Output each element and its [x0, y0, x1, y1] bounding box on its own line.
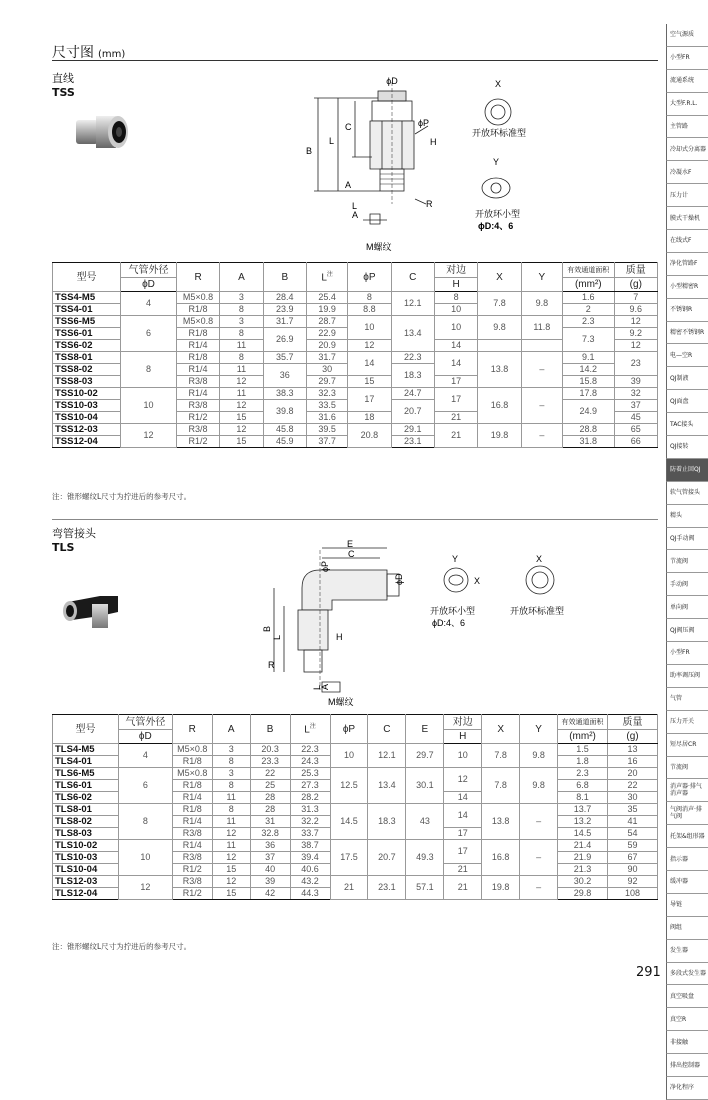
svg-text:L: L [312, 684, 322, 690]
table-row: TLS10-03 R3/8 12 37 39.4 21.9 67 [53, 852, 658, 864]
sidebar-item-label: QJ制液 [670, 374, 689, 382]
sidebar-item-label: 托架&组形器 [670, 832, 705, 840]
sidebar-item-label: 空气源质 [670, 31, 695, 39]
table-row: TLS6-02 R1/4 11 28 28.2 14 8.1 30 [53, 792, 658, 804]
sidebar-item[interactable] [666, 47, 708, 70]
sidebar-item-label: 节流阀 [670, 557, 689, 565]
page-number: 291 [636, 965, 661, 980]
tls-dimension-drawing [262, 540, 592, 715]
title-rule [52, 60, 658, 61]
svg-text:C: C [348, 549, 355, 559]
tls-product-photo [60, 582, 126, 636]
svg-text:B: B [306, 146, 313, 156]
sidebar-item-label: 压力计 [670, 191, 689, 199]
table-row: TSS8-01 8 R1/8 8 35.7 31.7 14 22.3 14 13.8 – 9.1 23 [53, 352, 658, 364]
table-row: TLS12-03 12 R3/8 12 39 43.2 21 23.1 57.1 21 19.8 – 30.2 92 [53, 876, 658, 888]
sidebar-item-label: 多段式发生器 [670, 969, 707, 977]
svg-text:E: E [347, 540, 354, 549]
sidebar-item[interactable] [666, 367, 708, 390]
sidebar-item-label: 消声器·排气消声器 [670, 783, 702, 798]
sidebar-item-label: 膜式干燥机 [670, 214, 701, 222]
svg-text:M螺纹: M螺纹 [366, 242, 392, 252]
sidebar-item[interactable] [666, 1031, 708, 1054]
table-row: TLS8-03 R3/8 12 32.8 33.7 17 14.5 54 [53, 828, 658, 840]
sidebar-item[interactable] [666, 734, 708, 757]
sidebar-item[interactable] [666, 413, 708, 436]
sidebar-item[interactable] [666, 1054, 708, 1077]
tls-note: 注：锥形螺纹L尺寸为拧进后的参考尺寸。 [52, 942, 192, 951]
sidebar-item[interactable] [666, 802, 708, 825]
sidebar-item-label: QJ接转 [670, 443, 689, 451]
sidebar-item-label: QJ手动阀 [670, 535, 695, 543]
svg-text:ϕD: ϕD [394, 573, 404, 585]
table-row: TLS8-01 8 R1/8 8 28 31.3 14.5 18.3 43 14 13.8 – 13.7 35 [53, 804, 658, 816]
table-row: TLS12-04 R1/2 15 42 44.3 29.8 108 [53, 888, 658, 900]
sidebar-item[interactable] [666, 573, 708, 596]
svg-text:X: X [494, 79, 502, 89]
sidebar-item[interactable] [666, 665, 708, 688]
sidebar-item[interactable] [666, 436, 708, 459]
svg-text:ϕD: ϕD [386, 76, 398, 86]
sidebar-item[interactable] [666, 757, 708, 780]
sidebar-item-label: 冷凝水F [670, 168, 692, 176]
sidebar-item-label: 小型FR [670, 54, 690, 62]
sidebar-item-label: 在线式F [670, 237, 692, 245]
sidebar-item-label: QJ阀压阀 [670, 626, 695, 634]
svg-text:A: A [345, 180, 352, 190]
table-row: TLS10-02 10 R1/4 11 36 38.7 17.5 20.7 49.3 17 16.8 – 21.4 59 [53, 840, 658, 852]
sidebar-item[interactable] [666, 70, 708, 93]
sidebar-item-label: 助率调压阀 [670, 672, 701, 680]
sidebar-item[interactable] [666, 161, 708, 184]
svg-text:ϕP: ϕP [418, 118, 430, 128]
sidebar-item-label: 气管 [670, 695, 683, 703]
svg-text:ϕD:4、6: ϕD:4、6 [478, 221, 514, 231]
sidebar-item[interactable] [666, 116, 708, 139]
sidebar-item[interactable] [666, 322, 708, 345]
table-row: TLS6-M5 6 M5×0.8 3 22 25.3 12.5 13.4 30.1 12 7.8 9.8 2.3 20 [53, 768, 658, 780]
sidebar-item-label: 真空R [670, 1015, 687, 1023]
sidebar-item[interactable] [666, 825, 708, 848]
sidebar-item[interactable] [666, 138, 708, 161]
sidebar-item[interactable] [666, 230, 708, 253]
table-row: TSS12-03 12 R3/8 12 45.8 39.5 20.8 29.1 21 19.8 – 28.8 65 [53, 424, 658, 436]
svg-text:开放环小型: 开放环小型 [430, 606, 476, 616]
sidebar-item-label: 非接触 [670, 1038, 689, 1046]
table-row: TLS8-02 R1/4 11 31 32.2 13.2 41 [53, 816, 658, 828]
sidebar-item-label: 阀组 [670, 924, 683, 932]
table-row: TSS6-M5 6 M5×0.8 3 31.7 28.7 10 13.4 10 9.8 11.8 2.3 12 [53, 316, 658, 328]
sidebar-item-label: 手动阀 [670, 580, 689, 588]
sidebar-item-label: 短尽居CR [670, 741, 697, 749]
sidebar-item[interactable] [666, 894, 708, 917]
svg-text:Y: Y [492, 157, 500, 167]
table-row: TSS10-02 10 R1/4 11 38.3 32.3 17 24.7 17 16.8 – 17.8 32 [53, 388, 658, 400]
sidebar-item-label: 流通系统 [670, 77, 695, 85]
svg-text:R: R [268, 660, 275, 670]
tss-section-title: 直线 TSS [52, 72, 75, 99]
sidebar-item[interactable] [666, 848, 708, 871]
sidebar-item[interactable] [666, 253, 708, 276]
sidebar-item-label: 发生器 [670, 947, 689, 955]
sidebar-item-label: 净化管路F [670, 260, 698, 268]
svg-text:L: L [272, 634, 282, 640]
section-divider [52, 519, 658, 520]
sidebar-item-label: 气阀消声·排气阀 [670, 806, 702, 821]
sidebar-item[interactable] [666, 1008, 708, 1031]
sidebar-item[interactable] [666, 550, 708, 573]
tls-header-row: 型号 气管外径 R A B $L^注$ ϕP C E 对边 X Y 有效通道面积 质量 [53, 715, 658, 730]
tss-note: 注：锥形螺纹L尺寸为拧进后的参考尺寸。 [52, 492, 192, 501]
table-row: TLS4-01 R1/8 8 23.3 24.3 1.8 16 [53, 756, 658, 768]
sidebar-item[interactable] [666, 940, 708, 963]
tls-section-title: 弯管接头 TLS [52, 527, 96, 554]
svg-text:X: X [536, 554, 543, 564]
sidebar-item-label: 软气管接头 [670, 489, 701, 497]
sidebar-item-label: 缓冲器 [670, 878, 689, 886]
tss-dimension-drawing [300, 74, 545, 259]
sidebar-item[interactable] [666, 390, 708, 413]
sidebar-item[interactable] [666, 93, 708, 116]
category-sidebar [666, 24, 708, 1100]
sidebar-item-label: 精密不锈钢R [670, 329, 705, 337]
sidebar-item[interactable] [666, 299, 708, 322]
sidebar-item-label: 净化程序 [670, 1084, 695, 1092]
sidebar-item-label: 单向阀 [670, 603, 689, 611]
sidebar-item-label: 电—空R [670, 351, 693, 359]
sidebar-item[interactable] [666, 344, 708, 367]
svg-text:ϕP: ϕP [320, 560, 330, 572]
sidebar-item-label: 导链 [670, 901, 683, 909]
table-row: TSS6-02 R1/4 11 20.9 12 14 12 [53, 340, 658, 352]
tls-spec-table: 型号 气管外径 R A B $L^注$ ϕP C E 对边 X Y 有效通道面积 质量 ϕD H (mm²) (g) TLS4-M5 4 M5×0.8 3 20.3 22.3 10 12.1 29.7 10 7.8 9.8 1.5 13 TLS4-01 R1/8 8 23.3 24.3 1.8 16 TLS6-M5 6 M5×0.8 3 22 25.3 12.5 13.4 30.1 12 7.8 9.8 2.3 20 TLS6-01 R1/8 8 25 27.3 6.8 22 TLS6-02 R1/4 11 28 28.2 14 8.1 30 TLS8-01 8 R1/8 8 28 31.3 14.5 18.3 43 14 13.8 – 13.7 35 TLS8-02 R1/4 11 31 32.2 13.2 41 TLS8-03 R3/8 12 32.8 33.7 17 14.5 54 TLS10-02 10 R1/4 11 36 38.7 17.5 20.7 49.3 17 16.8 – 21.4 59 TLS10-03 R3/8 12 37 39.4 21.9 67 TLS10-04 R1/2 15 40 40.6 21 21.3 90 TLS12-03 12 R3/8 12 39 43.2 21 23.1 57.1 21 19.8 – 30.2 92 TLS12-04 R1/2 15 42 44.3 29.8 108 [52, 714, 658, 900]
sidebar-item-label: 不锈钢R [670, 306, 693, 314]
sidebar-item[interactable] [666, 459, 708, 482]
sidebar-item[interactable] [666, 207, 708, 230]
sidebar-item-label: TAC接头 [670, 420, 694, 428]
svg-text:X: X [474, 576, 481, 586]
sidebar-item-label: 冷却式分离器 [670, 145, 707, 153]
svg-text:L: L [352, 201, 358, 211]
sidebar-item-label: 节流阀 [670, 763, 689, 771]
svg-text:L: L [329, 136, 335, 146]
sidebar-item-label: 小型精密R [670, 283, 699, 291]
svg-text:Y: Y [452, 554, 459, 564]
sidebar-item[interactable] [666, 871, 708, 894]
svg-text:H: H [430, 137, 437, 147]
sidebar-item-label: 压力开关 [670, 718, 695, 726]
sidebar-item-label: 排出控制器 [670, 1061, 701, 1069]
sidebar-item[interactable] [666, 619, 708, 642]
sidebar-item[interactable] [666, 505, 708, 528]
sidebar-item-label: 指示器 [670, 855, 689, 863]
table-row: TLS4-M5 4 M5×0.8 3 20.3 22.3 10 12.1 29.7 10 7.8 9.8 1.5 13 [53, 744, 658, 756]
sidebar-item-label: 小型FR [670, 649, 690, 657]
svg-text:B: B [262, 625, 272, 632]
table-row: TSS8-03 R3/8 12 29.7 15 17 15.8 39 [53, 376, 658, 388]
sidebar-item-label: 真空吸盘 [670, 992, 695, 1000]
table-row: TLS10-04 R1/2 15 40 40.6 21 21.3 90 [53, 864, 658, 876]
table-row: TSS12-04 R1/2 15 45.9 37.7 23.1 31.8 66 [53, 436, 658, 448]
table-row: TSS8-02 R1/4 11 36 30 18.3 14.2 [53, 364, 658, 376]
tss-product-photo [72, 110, 134, 160]
table-row: TSS10-04 R1/2 15 31.6 18 21 45 [53, 412, 658, 424]
table-row: TSS6-01 R1/8 8 26.9 22.9 7.3 9.2 [53, 328, 658, 340]
sidebar-item[interactable] [666, 917, 708, 940]
sidebar-item[interactable] [666, 276, 708, 299]
table-row: TSS4-01 R1/8 8 23.9 19.9 8.8 10 2 9.6 [53, 304, 658, 316]
page-title: 尺寸图 (mm) [52, 45, 126, 61]
tss-spec-table: 型号 气管外径 R A B $L^注$ ϕP C 对边 X Y 有效通道面积 质量 ϕD H (mm²) (g) TSS4-M5 4 M5×0.8 3 28.4 25.4 8 12.1 8 7.8 9.8 1.6 7 TSS4-01 R1/8 8 23.9 19.9 8.8 10 2 9.6 TSS6-M5 6 M5×0.8 3 31.7 28.7 10 13.4 10 9.8 11.8 2.3 12 TSS6-01 R1/8 8 26.9 22.9 7.3 9.2 TSS6-02 R1/4 11 20.9 12 14 12 TSS8-01 8 R1/8 8 35.7 31.7 14 22.3 14 13.8 – 9.1 23 TSS8-02 R1/4 11 36 30 18.3 14.2 TSS8-03 R3/8 12 29.7 15 17 15.8 39 TSS10-02 10 R1/4 11 38.3 32.3 17 24.7 17 16.8 – 17.8 32 TSS10-03 R3/8 12 39.8 33.5 20.7 24.9 37 TSS10-04 R1/2 15 31.6 18 21 45 TSS12-03 12 R3/8 12 45.8 39.5 20.8 29.1 21 19.8 – 28.8 65 TSS12-04 R1/2 15 45.9 37.7 23.1 31.8 66 [52, 262, 658, 448]
table-row: TSS4-M5 4 M5×0.8 3 28.4 25.4 8 12.1 8 7.8 9.8 1.6 7 [53, 292, 658, 304]
sidebar-item[interactable] [666, 482, 708, 505]
sidebar-item[interactable] [666, 779, 708, 802]
svg-text:开放环小型: 开放环小型 [475, 209, 521, 219]
table-row: TSS10-03 R3/8 12 39.8 33.5 20.7 24.9 37 [53, 400, 658, 412]
sidebar-item-label: 精头 [670, 512, 683, 520]
sidebar-item-label: QJ面盘 [670, 397, 689, 405]
sidebar-item[interactable] [666, 963, 708, 986]
sidebar-item[interactable] [666, 985, 708, 1008]
svg-text:开放环标准型: 开放环标准型 [472, 128, 527, 138]
svg-text:M螺纹: M螺纹 [328, 697, 354, 707]
svg-text:开放环标准型: 开放环标准型 [510, 606, 565, 616]
sidebar-item-label: 大型F.R.L. [670, 100, 698, 108]
sidebar-item[interactable] [666, 528, 708, 551]
sidebar-item[interactable] [666, 184, 708, 207]
svg-text:A: A [320, 683, 330, 690]
svg-text:A: A [352, 210, 359, 220]
sidebar-item[interactable] [666, 688, 708, 711]
svg-text:H: H [336, 632, 343, 642]
table-row: TLS6-01 R1/8 8 25 27.3 6.8 22 [53, 780, 658, 792]
sidebar-item[interactable] [666, 596, 708, 619]
sidebar-item[interactable] [666, 711, 708, 734]
tss-header-row: 型号 气管外径 R A B $L^注$ ϕP C 对边 X Y 有效通道面积 质量 [53, 263, 658, 278]
sidebar-item-label: 主管路 [670, 123, 689, 130]
sidebar-item[interactable] [666, 24, 708, 47]
svg-text:C: C [345, 122, 352, 132]
sidebar-item[interactable] [666, 642, 708, 665]
svg-text:ϕD:4、6: ϕD:4、6 [432, 618, 466, 628]
svg-text:R: R [426, 199, 433, 209]
sidebar-item-label: 防着止回QJ [670, 466, 701, 474]
sidebar-item[interactable] [666, 1077, 708, 1100]
